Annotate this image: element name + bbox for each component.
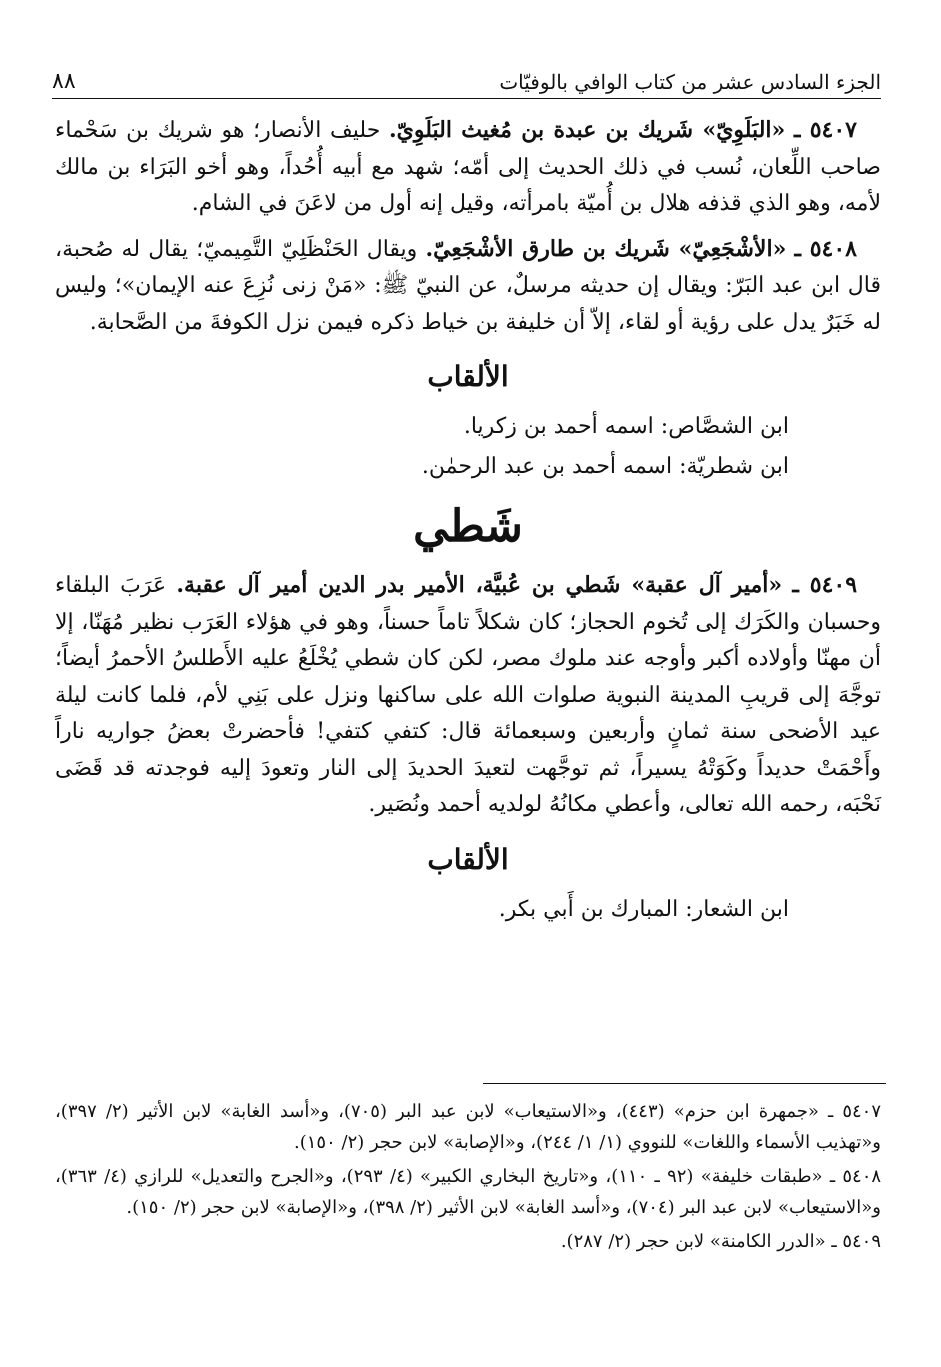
entry-title: «البَلَوِيّ» شَريك بن عبدة بن مُغيث البَلَوِيّ. [388, 117, 786, 143]
footnote-5408: ٥٤٠٨ ـ «طبقات خليفة» (٩٢ ـ ١١٠)، و«تاريخ البخاري الكبير» (٤/ ٢٩٣)، و«الجرح والتعديل» للرازي (٤/ ٣٦٣)، و«الاستيعاب» لابن عبد البر (٧٠٤)، و«أسد الغابة» لابن الأثير (٢/ ٣٩٨)، و«الإصابة» لابن حجر (٢/ ١٥٠). [55, 1166, 882, 1218]
alqab-line: ابن شطريّة: اسمه أحمد بن عبد الرحمٰن. [421, 454, 789, 479]
running-title: الجزء السادس عشر من كتاب الوافي بالوفيّات [499, 70, 881, 94]
footnote-5409: ٥٤٠٩ ـ «الدرر الكامنة» لابن حجر (٢/ ٢٨٧). [560, 1231, 881, 1252]
running-header [52, 58, 881, 99]
section-heading-alqab-2: الألقاب [427, 842, 509, 876]
section-heading-alqab: الألقاب [427, 360, 509, 393]
entry-title: «الأشْجَعِيّ» شَريك بن طارق الأشْجَعِيّ. [425, 235, 787, 262]
footnotes [55, 1096, 881, 1260]
main-text [55, 112, 881, 930]
footnote-5407: ٥٤٠٧ ـ «جمهرة ابن حزم» (٤٤٣)، و«الاستيعاب» لابن عبد البر (٧٠٥)، و«أسد الغابة» لابن الأثير (٢/ ٣٩٧)، و«تهذيب الأسماء واللغات» للنووي (١/ ١/ ٢٤٤)، و«الإصابة» لابن حجر (٢/ ١٥٠). [55, 1101, 881, 1153]
entry-title: «أمير آل عقبة» شَطي بن عُبيَّة، الأمير بدر الدين أمير آل عقبة. [176, 572, 783, 598]
alqab-line: ابن الشصَّاص: اسمه أحمد بن زكريا. [463, 414, 789, 439]
entry-body: ويقال الحَنْظَلِيّ التَّمِيميّ؛ يقال له صُحبة، قال ابن عبد البَرّ: ويقال إن حديثه مرسلٌ، عن النبيّ ﷺ: «مَنْ زنى نُزِعَ عنه الإيمان»؛ وليس له خَبَرٌ يدل على رؤية أو لقاء، إلاّ أن خليفة بن خياط ذكره فيمن نزل الكوفةَ من الصَّحابة. [55, 236, 881, 335]
entry-number: ٥٤٠٨ ـ [794, 235, 857, 262]
alqab-line: ابن الشعار: المبارك بن أَبي بكر. [498, 896, 789, 922]
entry-number: ٥٤٠٧ ـ [793, 117, 857, 143]
entry-body: عَرَبَ البلقاء وحسبان والكَرَك إلى تُخوم الحجاز؛ كان شكلاً تاماً حسناً، وهو في هؤلاء العَرَب نظير مُهَنّا، إلا أن مهنّا وأولاده أكبر وأوجه عند ملوك مصر، لكن كان شطي يُخْلَعُ عليه الأَطلسُ الأحمرُ أيضاً؛ توجَّهَ إلى قريبِ المدينة النبوية صلوات الله على ساكنها ونزل على بَنِي لأم، فلما كانت ليلة عيد الأضحى سنة ثمانٍ وأربعين وسبعمائة قال: كتفي كتفي! فأحضرتْ بعضُ جواريه ناراً وأَحْمَتْ حديداً وكَوَتْهُ يسيراً، ثم توجَّهت لتعيدَ الحديدَ إلى النار وتعودَ إليه فوجدته قد قَضَى نَحْبَه، رحمه الله تعالى، وأعطي مكانُهُ لولديه أحمد ونُصَير. [55, 573, 881, 817]
entry-5409 [55, 567, 881, 824]
entry-body: حليف الأنصار؛ هو شريك بن سَحْماء صاحب اللِّعان، نُسب في ذلك الحديث إلى أمّه؛ شهد مع أبيه أُحُداً، وهو أخو البَرَاء بن مالك لأمه، وهو الذي قذفه هلال بن أُميّة بامرأته، وقيل إنه أول من لاعَنَ في الشام. [55, 118, 881, 216]
entry-5408 [55, 231, 881, 342]
footnote-separator [483, 1083, 886, 1084]
page-number: ٨٨ [52, 69, 76, 94]
entry-5407 [55, 112, 881, 223]
chapter-heading-shati: شَطي [413, 501, 523, 552]
entry-number: ٥٤٠٩ ـ [792, 572, 858, 598]
